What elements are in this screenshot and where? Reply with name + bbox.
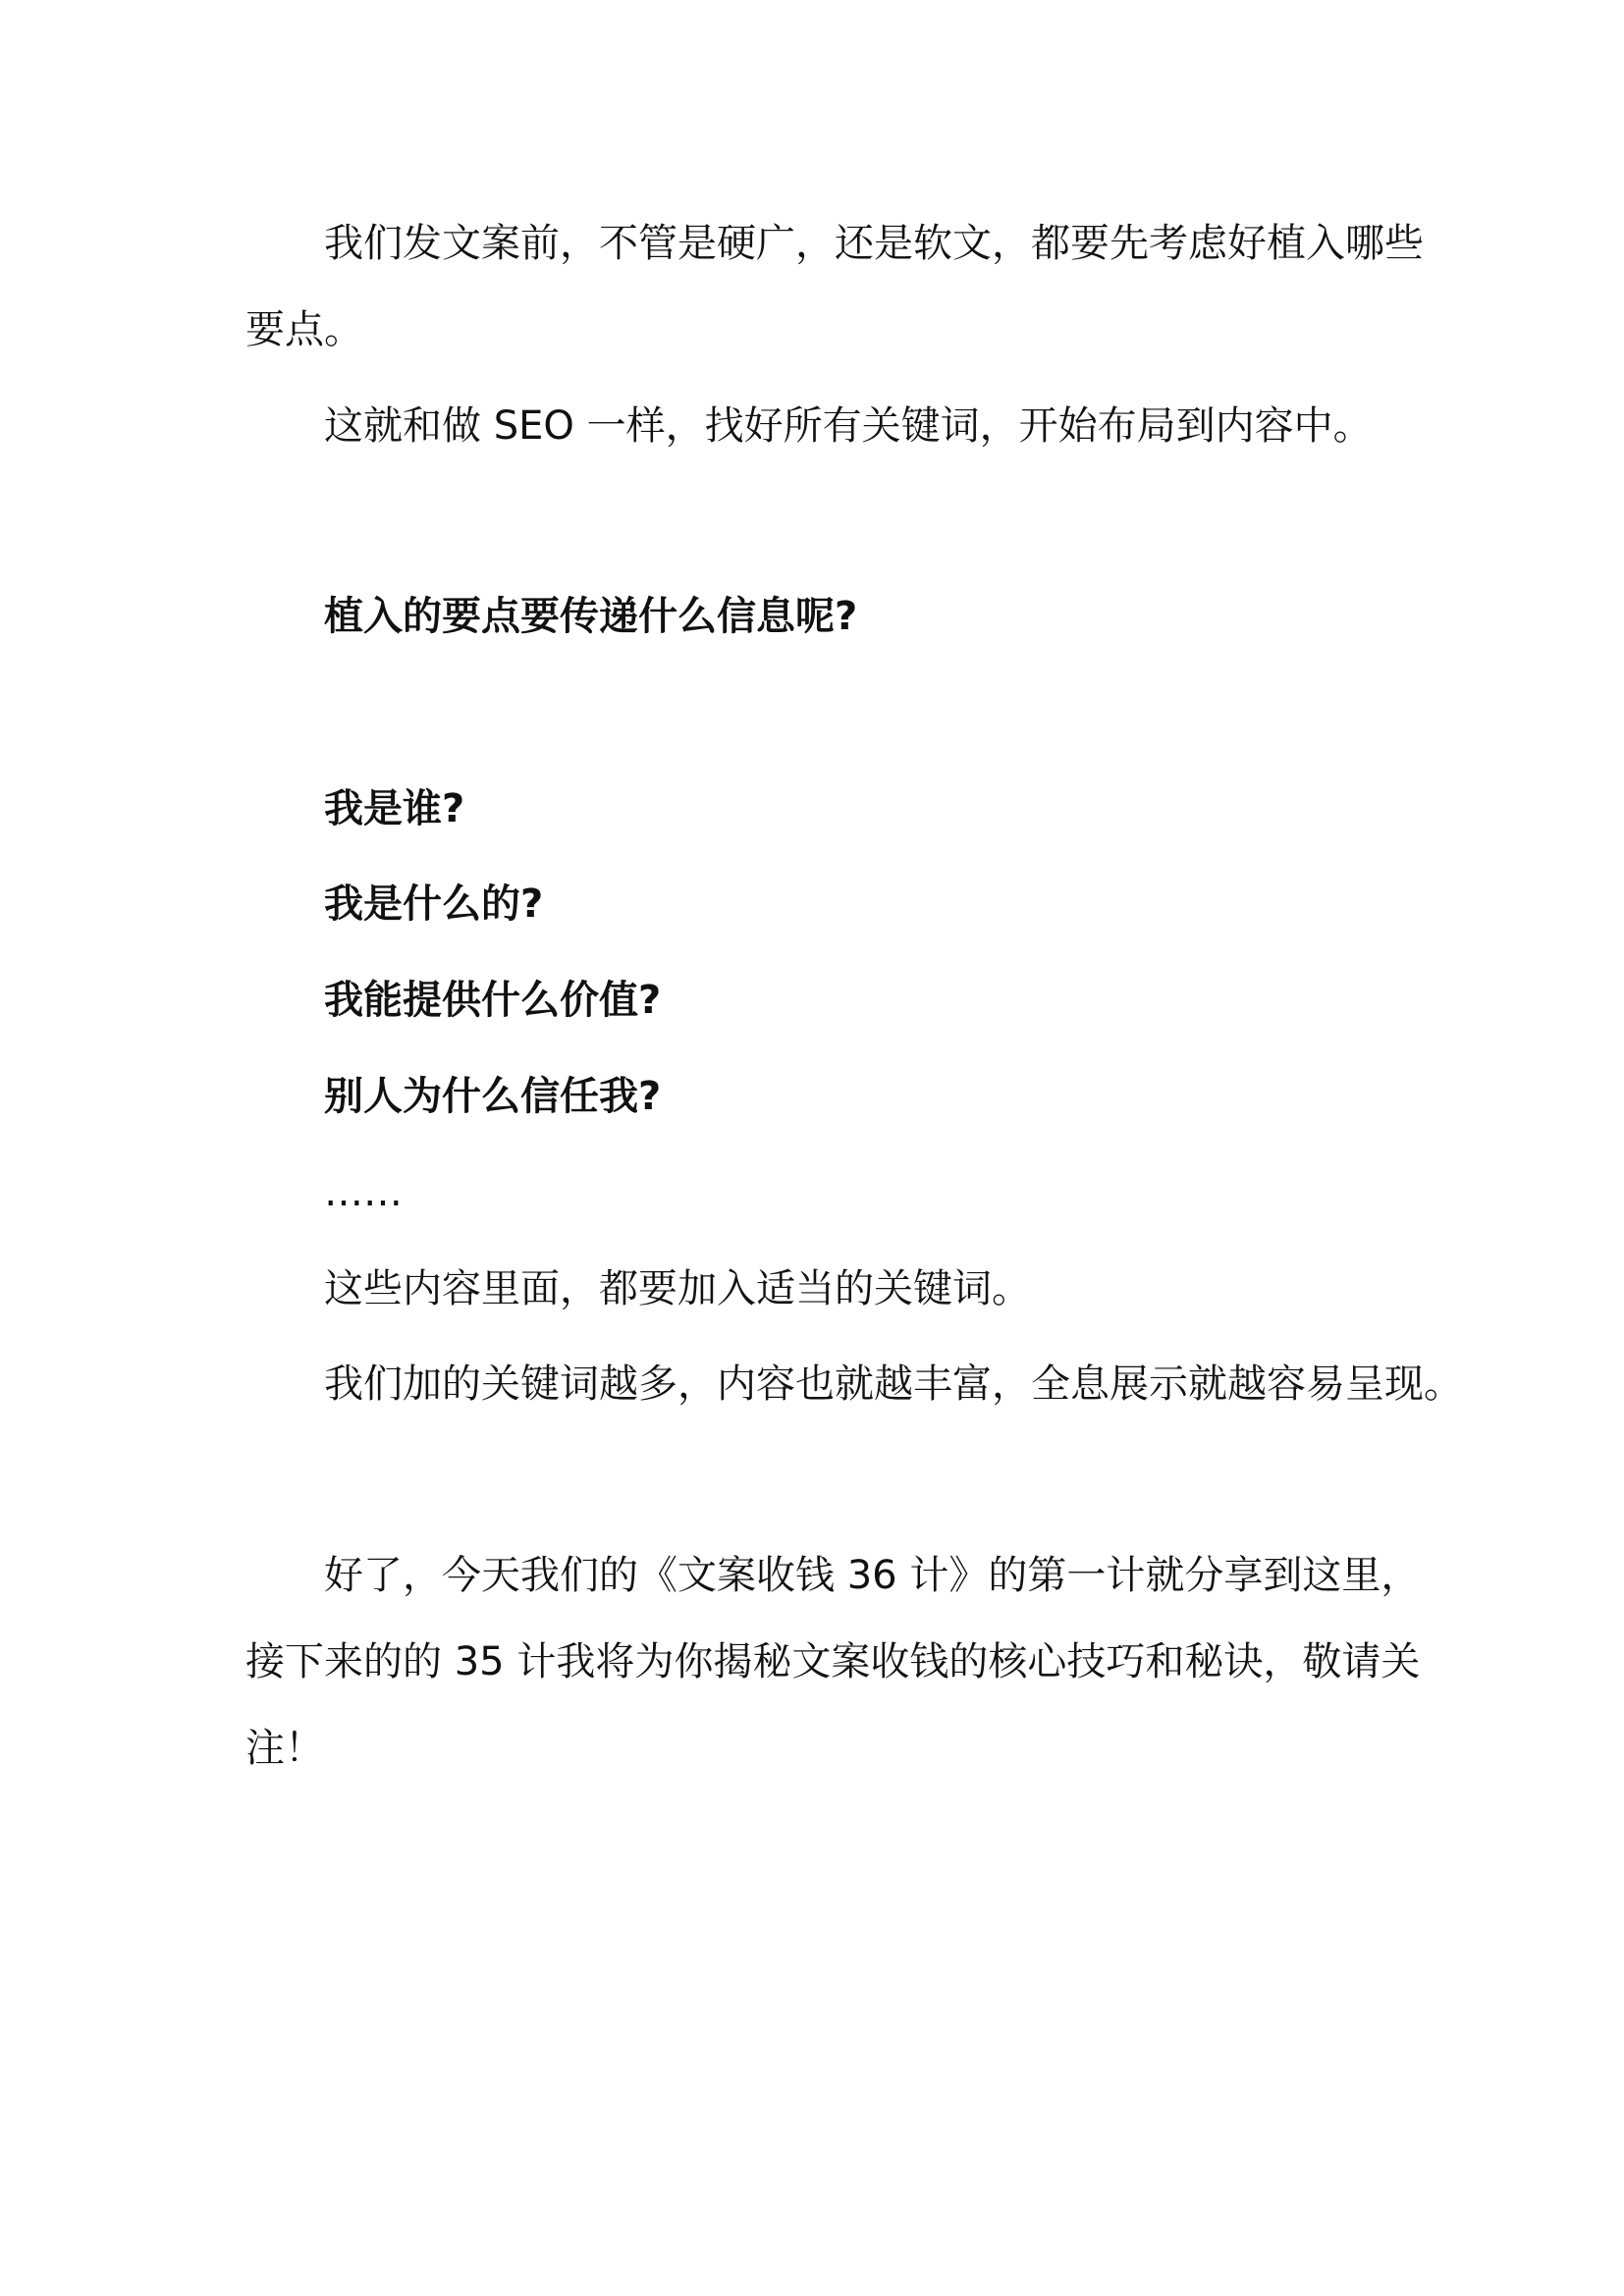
paragraph-2: 这就和做 SEO 一样，找好所有关键词，开始布局到内容中。 [324,403,1373,449]
question-item: 别人为什么信任我? [324,1074,662,1119]
closing-paragraph-line-3: 注！ [245,1726,324,1771]
paragraph-1-line-1: 我们发文案前，不管是硬广，还是软文，都要先考虑好植入哪些 [324,221,1424,266]
closing-paragraph-line-2: 接下来的的 35 计我将为你揭秘文案收钱的核心技巧和秘诀，敬请关 [245,1639,1421,1684]
closing-paragraph-line-1: 好了，今天我们的《文案收钱 36 计》的第一计就分享到这里， [324,1553,1421,1598]
paragraph-4: 我们加的关键词越多，内容也就越丰富，全息展示就越容易呈现。 [324,1362,1463,1407]
ellipsis: …… [324,1170,403,1215]
question-item: 我是什么的? [324,881,544,927]
paragraph-3: 这些内容里面，都要加入适当的关键词。 [324,1266,1031,1311]
question-item: 我能提供什么价值? [324,978,662,1023]
paragraph-1-line-2: 要点。 [245,307,363,352]
heading-question: 植入的要点要传递什么信息呢? [324,594,858,639]
question-item: 我是谁? [324,786,465,831]
